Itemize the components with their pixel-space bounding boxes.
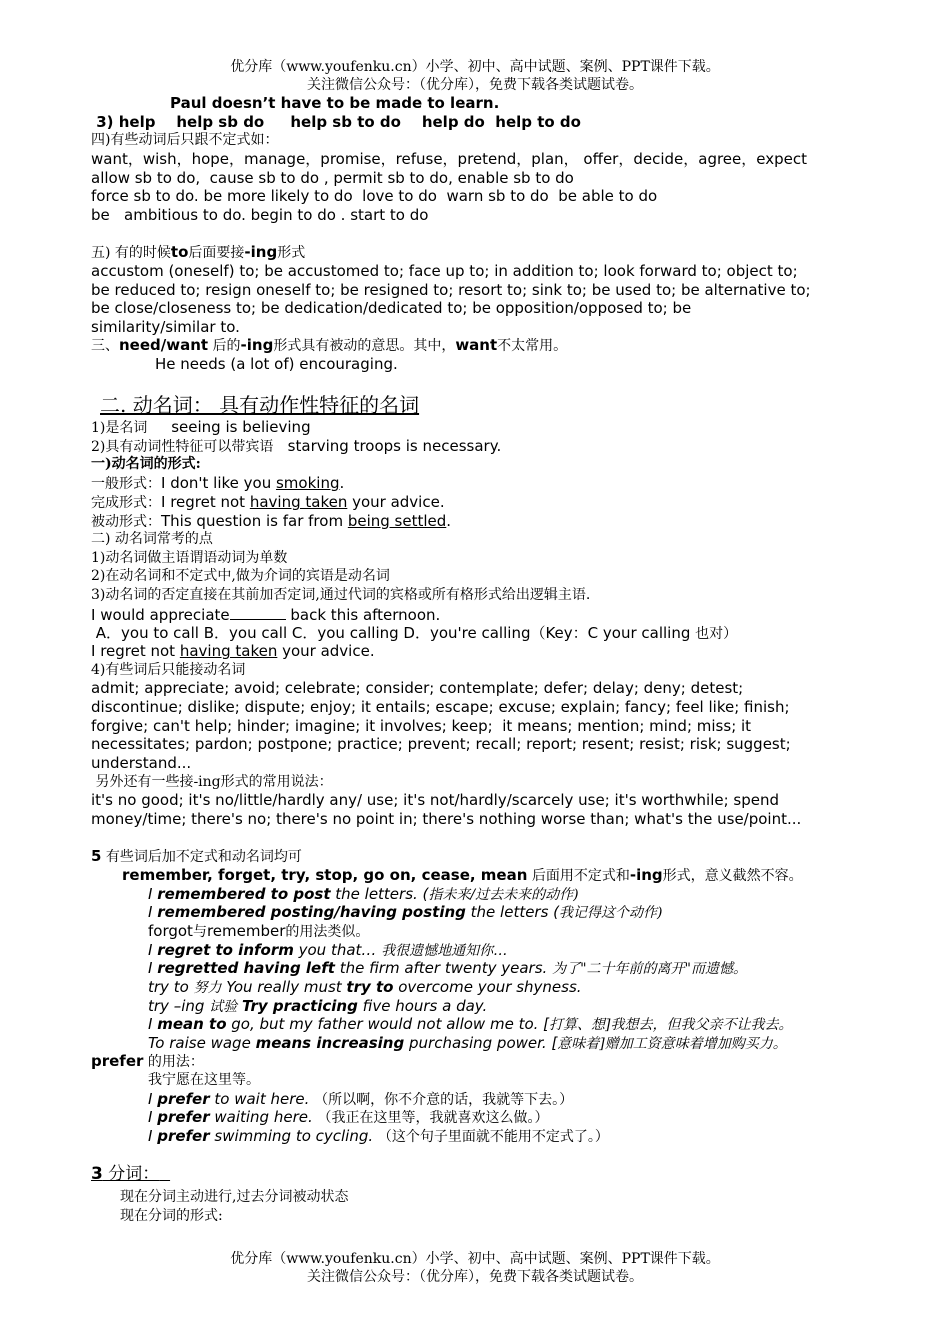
both-forms-verbs: remember, forget, try, stop, go on, cease, mean 后面用不定式和-ing形式，意义截然不容。 <box>122 866 803 884</box>
gerund-points-title: 二) 动名词常考的点 <box>91 531 213 547</box>
infinitive-verbs-2: allow sb to do, cause sb to do , permit sb to do, enable sb to do <box>91 169 574 187</box>
prefer-to-comparison-example: I prefer swimming to cycling. （这个句子里面就不能用不定式了。） <box>148 1127 609 1145</box>
mean-to-example: I mean to go, but my father would not allow me to. [打算、想]我想去，但我父亲不让我去。 <box>148 1015 793 1033</box>
remember-ing-example: I remembered posting/having posting the letters (我记得这个动作) <box>148 903 663 921</box>
help-line: 3) help help sb do help sb to do help do help to do <box>91 113 581 131</box>
prefer-ing-example: I prefer waiting here. （我正在这里等，我就喜欢这么做。） <box>148 1108 549 1126</box>
to-ing-list-3: be close/closeness to; be dedication/dedicated to; be opposition/opposed to; be <box>91 299 692 317</box>
need-want-rule: 三、need/want 后的-ing形式具有被动的意思。其中，want不太常用。 <box>91 336 568 354</box>
point-1: 1)动名词做主语谓语动词为单数 <box>91 550 288 566</box>
to-ing-list-2: be reduced to; resign oneself to; be resigned to; resort to; sink to; be used to; be alternative to; <box>91 281 811 299</box>
both-forms-title: 5 有些词后加不定式和动名词均可 <box>91 847 302 865</box>
infinitive-verbs-3: force sb to do. be more likely to do love to do warn sb to do be able to do <box>91 187 658 205</box>
section-four-title: 四)有些动词后只跟不定式如： <box>91 132 279 148</box>
other-usages-1: it's no good; it's no/little/hardly any/ use; it's not/hardly/scarcely use; it's worthwhile; spend <box>91 791 780 809</box>
exercise-options: A．you to call B．you call C．you calling D．you're calling（Key：C your calling 也对） <box>91 624 738 642</box>
example-paul: Paul doesn’t have to be made to learn. <box>170 94 500 112</box>
form-passive: 被动形式：This question is far from being settled. <box>91 512 452 530</box>
try-to-example: try to 努力 You really must try to overcome your shyness. <box>148 978 582 996</box>
point-4: 4)有些词后只能接动名词 <box>91 662 246 678</box>
answer-blank <box>230 605 286 620</box>
mean-ing-example: To raise wage means increasing purchasing power. [意味着]赠加工资意味着增加购买力。 <box>148 1034 787 1052</box>
to-ing-list-4: similarity/similar to. <box>91 318 240 336</box>
try-ing-example: try –ing 试验 Try practicing five hours a day. <box>148 997 488 1015</box>
section-five-title: 五) 有的时候to后面要接-ing形式 <box>91 243 306 261</box>
prefer-to-example: I prefer to wait here. （所以啊，你不介意的话，我就等下去。） <box>148 1090 574 1108</box>
gerund-forms-title: 一)动名词的形式: <box>91 456 201 472</box>
other-usages-title: 另外还有一些接-ing形式的常用说法： <box>91 774 333 790</box>
regret-ing-example: I regretted having left the firm after twenty years. 为了"二十年前的离开"而遗憾。 <box>148 959 747 977</box>
gerund-verbs-1: admit; appreciate; avoid; celebrate; consider; contemplate; defer; delay; deny; detest; <box>91 679 744 697</box>
regret-example: I regret not having taken your advice. <box>91 642 375 660</box>
gerund-verbs-3: forgive; can't help; hinder; imagine; it involves; keep; it means; mention; mind; miss; it <box>91 717 752 735</box>
exercise-question: I would appreciate back this afternoon. <box>91 606 441 624</box>
gerund-verbs-5: understand... <box>91 754 192 772</box>
header-line-2: 关注微信公众号：（优分库），免费下载各类试题试卷。 <box>307 77 643 93</box>
form-perfect: 完成形式：I regret not having taken your advice. <box>91 493 445 511</box>
gerund-heading: 二. 动名词： 具有动作性特征的名词 <box>100 393 420 417</box>
other-usages-2: money/time; there's no; there's no point in; there's nothing worse than; what's the use/point... <box>91 810 802 828</box>
participle-heading: 3 分词： <box>91 1164 160 1184</box>
to-ing-list-1: accustom (oneself) to; be accustomed to; face up to; in addition to; look forward to; object to; <box>91 262 798 280</box>
gerund-def-2: 2)具有动词性特征可以带宾语 starving troops is necessary. <box>91 437 502 455</box>
prefer-title: prefer 的用法： <box>91 1052 204 1070</box>
remember-to-example: I remembered to post the letters. (指未来/过去未来的动作) <box>148 885 579 903</box>
footer-line-2: 关注微信公众号：（优分库），免费下载各类试题试卷。 <box>307 1269 643 1285</box>
infinitive-verbs-1: want，wish，hope，manage，promise，refuse，pretend，plan， offer，decide，agree，expect <box>91 150 807 168</box>
infinitive-verbs-4: be ambitious to do. begin to do . start to do <box>91 206 429 224</box>
need-example: He needs (a lot of) encouraging. <box>155 355 398 373</box>
header-line-1: 优分库（www.youfenku.cn）小学、初中、高中试题、案例、PPT课件下载。 <box>230 59 720 75</box>
point-3: 3)动名词的否定直接在其前加否定词,通过代词的宾格或所有格形式给出逻辑主语. <box>91 587 591 603</box>
participle-line-1: 现在分词主动进行,过去分词被动状态 <box>120 1189 349 1205</box>
forgot-note: forgot与remember的用法类似。 <box>148 922 370 940</box>
gerund-def-1: 1)是名词 seeing is believing <box>91 418 311 436</box>
point-2: 2)在动名词和不定式中,做为介词的宾语是动名词 <box>91 568 390 584</box>
participle-line-2: 现在分词的形式: <box>120 1208 223 1224</box>
footer-line-1: 优分库（www.youfenku.cn）小学、初中、高中试题、案例、PPT课件下载。 <box>230 1251 720 1267</box>
form-general: 一般形式：I don't like you smoking. <box>91 474 345 492</box>
gerund-verbs-4: necessitates; pardon; postpone; practice; prevent; recall; report; resent; resist; risk; suggest; <box>91 735 791 753</box>
regret-to-example: I regret to inform you that… 我很遗憾地通知你… <box>148 941 508 959</box>
gerund-verbs-2: discontinue; dislike; dispute; enjoy; it entails; escape; excuse; explain; fancy; feel like; finish; <box>91 698 790 716</box>
prefer-meaning: 我宁愿在这里等。 <box>148 1072 260 1088</box>
